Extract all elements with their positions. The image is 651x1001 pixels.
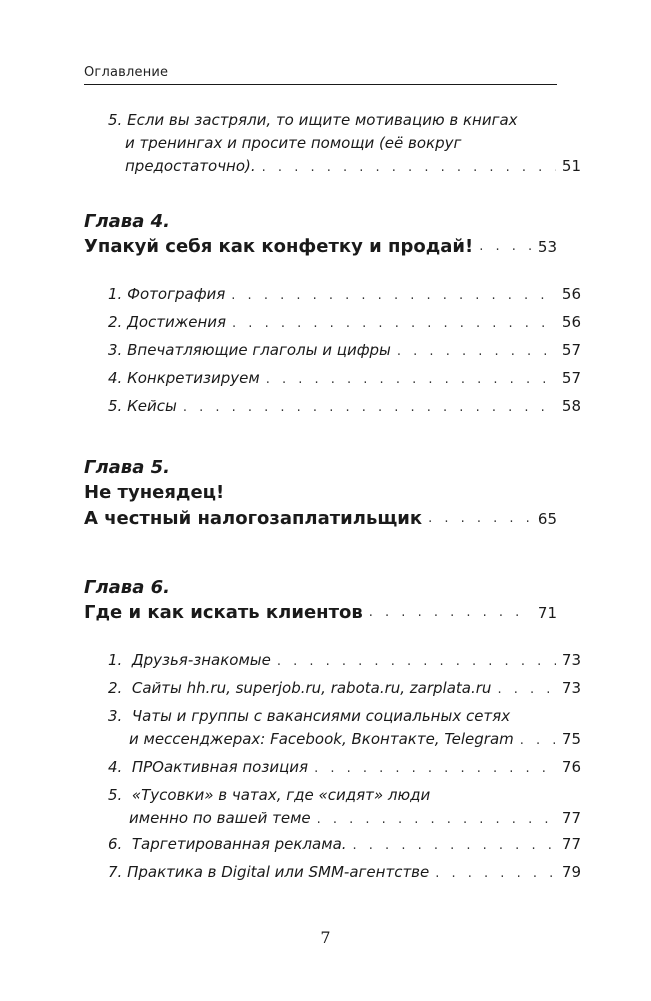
toc-item-page: 73 [561, 651, 581, 669]
dot-leader [397, 340, 556, 363]
toc-item-page: 77 [561, 835, 581, 853]
page-number: 7 [320, 928, 331, 947]
toc-item-text: Впечатляющие глаголы и цифры [127, 341, 391, 359]
chapter-title-line [84, 234, 557, 263]
toc-item-text: Кейсы [127, 397, 177, 415]
toc-item-text: Чаты и группы с вакансиями социальных сетях [131, 707, 511, 725]
toc-item-text: Конкретизируем [127, 369, 260, 387]
chapter-label: Глава 6. [84, 577, 170, 598]
toc-chapter-5[interactable] [84, 456, 557, 535]
toc-item-number: 1. [108, 285, 123, 303]
chapter-page: 65 [537, 510, 557, 528]
chapter-page: 71 [537, 604, 557, 622]
toc-item-page: 73 [561, 679, 581, 697]
dot-leader [317, 808, 556, 831]
toc-item-number: 5. [108, 111, 123, 129]
toc-item-text: Практика в Digital или SMM-агентстве [127, 863, 430, 881]
toc-item-page: 56 [561, 313, 581, 331]
dot-leader [435, 862, 556, 885]
toc-item-text: Сайты hh.ru, superjob.ru, rabota.ru, zarplata.ru [131, 679, 492, 697]
dot-leader [232, 312, 556, 335]
chapter-page: 53 [537, 238, 557, 256]
toc-item-ch4-1[interactable] [84, 283, 581, 307]
header-rule [84, 84, 557, 85]
toc-item-number: 6. [108, 835, 123, 853]
toc-item-ch4-3[interactable] [84, 339, 581, 363]
toc-item-number: 3. [108, 707, 123, 725]
toc-item-ch4-2[interactable] [84, 311, 581, 335]
toc-item-text: «Тусовки» в чатах, где «сидят» люди [131, 786, 431, 804]
toc-item-number: 5. [108, 786, 123, 804]
toc-item-ch6-3[interactable] [84, 705, 581, 752]
toc-item-number: 5. [108, 397, 123, 415]
chapter-label: Глава 4. [84, 211, 170, 232]
toc-item-text: Таргетированная реклама. [131, 835, 347, 853]
toc-item-prev-5[interactable] [84, 109, 581, 179]
toc-item-text: Если вы застряли, то ищите мотивацию в книгах [127, 111, 518, 129]
toc-item-number: 2. [108, 313, 123, 331]
dot-leader [262, 156, 556, 179]
toc-item-line [108, 784, 581, 807]
toc-item-text: ПРОактивная позиция [131, 758, 309, 776]
dot-leader [479, 234, 532, 260]
toc-item-ch4-4[interactable] [84, 367, 581, 391]
toc-item-page: 56 [561, 285, 581, 303]
dot-leader [183, 396, 556, 419]
dot-leader [520, 729, 556, 752]
toc-item-ch4-5[interactable] [84, 395, 581, 419]
running-header: Оглавление [84, 65, 169, 80]
dot-leader [266, 368, 556, 391]
dot-leader [428, 506, 532, 532]
toc-chapter-6[interactable] [84, 576, 557, 629]
toc-item-number: 2. [108, 679, 123, 697]
toc-item-ch6-1[interactable] [84, 649, 581, 673]
toc-item-text: Достижения [127, 313, 227, 331]
toc-item-number: 3. [108, 341, 123, 359]
toc-item-text: и мессенджерах: Facebook, Вконтакте, Telegram [129, 730, 514, 748]
toc-item-number: 1. [108, 651, 123, 669]
chapter-title: Не тунеядец! [84, 482, 225, 503]
toc-item-page: 57 [561, 369, 581, 387]
chapter-title-line [84, 480, 557, 506]
toc-item-ch6-5[interactable] [84, 784, 581, 831]
chapter-title: Упакуй себя как конфетку и продай! [84, 236, 474, 257]
toc-item-text: именно по вашей теме [129, 809, 311, 827]
toc-item-ch6-4[interactable] [84, 756, 581, 780]
dot-leader [497, 678, 556, 701]
dot-leader [353, 834, 556, 857]
chapter-title-line [84, 506, 557, 535]
toc-item-page: 77 [561, 809, 581, 827]
toc-item-line: и тренингах и просите помощи (её вокруг [125, 134, 462, 152]
toc-item-text: Фотография [127, 285, 226, 303]
toc-item-page: 76 [561, 758, 581, 776]
toc-item-page: 79 [561, 863, 581, 881]
dot-leader [314, 757, 556, 780]
dot-leader [369, 600, 532, 626]
toc-item-page: 58 [561, 397, 581, 415]
chapter-title-line [84, 600, 557, 629]
toc-item-page: 57 [561, 341, 581, 359]
toc-item-ch6-2[interactable] [84, 677, 581, 701]
dot-leader [231, 284, 556, 307]
toc-chapter-4[interactable] [84, 210, 557, 263]
toc-item-number: 4. [108, 369, 123, 387]
toc-item-line [108, 705, 581, 728]
chapter-title: А честный налогозаплатильщик [84, 508, 423, 529]
toc-item-ch6-7[interactable] [84, 861, 581, 885]
toc-item-page: 75 [561, 730, 581, 748]
toc-item-number: 4. [108, 758, 123, 776]
chapter-label: Глава 5. [84, 457, 170, 478]
toc-item-ch6-6[interactable] [84, 833, 581, 857]
toc-item-text: Друзья-знакомые [131, 651, 271, 669]
toc-item-line [108, 109, 581, 132]
dot-leader [277, 650, 556, 673]
chapter-title: Где и как искать клиентов [84, 602, 363, 623]
toc-item-page: 51 [561, 157, 581, 175]
toc-item-text: предостаточно). [125, 157, 256, 175]
toc-item-number: 7. [108, 863, 123, 881]
toc-item-line [108, 155, 581, 179]
